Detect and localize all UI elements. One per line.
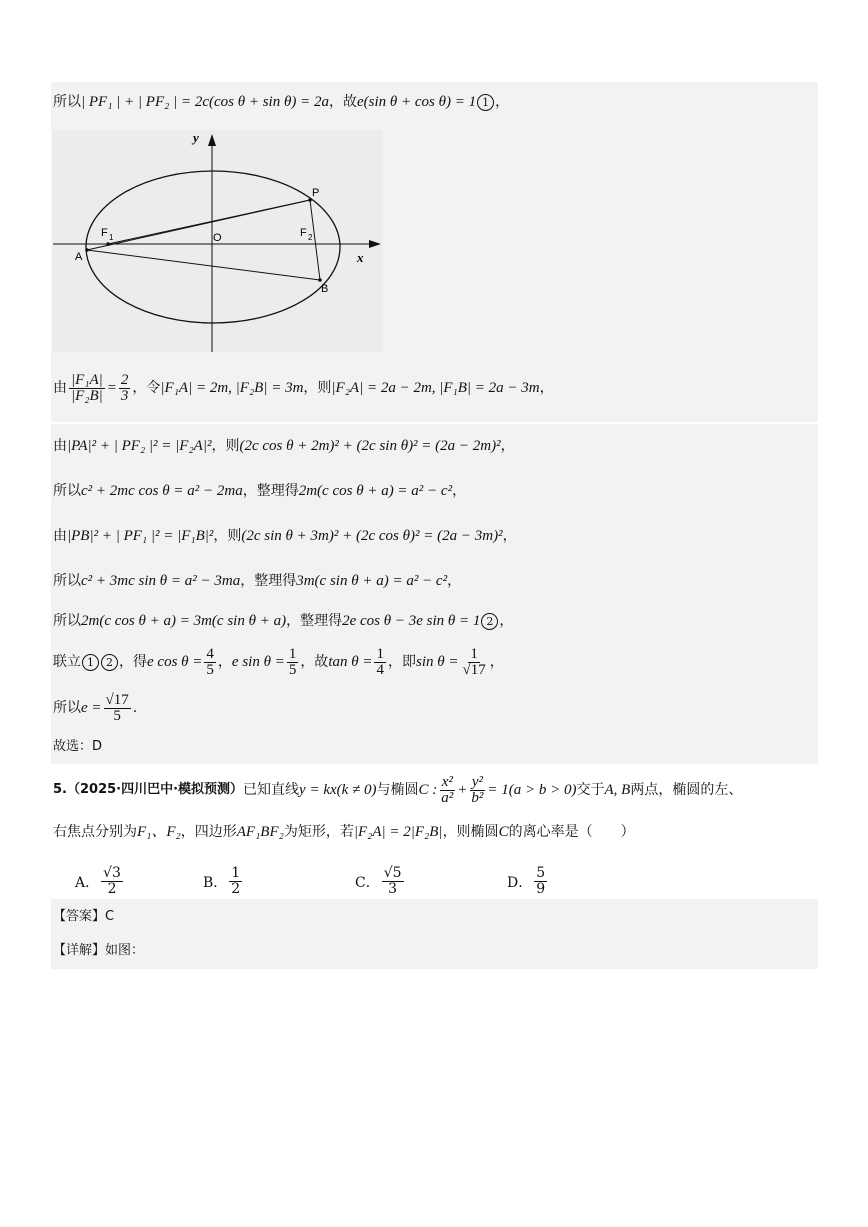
text: ，: [499, 613, 514, 629]
math: F₁、F₂: [137, 824, 181, 840]
text: 交于: [576, 782, 605, 798]
point-b-label: B: [321, 283, 329, 295]
x-axis-arrow-icon: [369, 240, 381, 248]
question-5-line-1: [53, 770, 742, 810]
origin-label: O: [213, 232, 222, 244]
solution-line-5: [53, 526, 517, 546]
text: ，四边形: [180, 824, 237, 840]
text: ，: [495, 94, 510, 110]
denominator: b²: [471, 789, 484, 806]
denominator: a²: [441, 789, 454, 806]
text: ，即: [387, 654, 416, 670]
numerator: 1: [376, 645, 384, 662]
fraction: [204, 647, 216, 678]
ellipse-curve: [86, 171, 340, 323]
math: e sin θ =: [231, 654, 285, 670]
text: ，得: [119, 654, 147, 670]
solution-line-1: [53, 92, 509, 112]
fraction: [101, 866, 123, 897]
text: ，: [447, 573, 462, 589]
math: c² + 3mc sin θ = a² − 3ma: [81, 573, 241, 589]
text: ，则椭圆: [442, 824, 499, 840]
text: ，: [489, 654, 504, 670]
detail-text: 如图：: [105, 943, 145, 958]
y-axis-label: y: [193, 130, 199, 145]
detail-line: [53, 941, 144, 961]
point-b: [318, 278, 322, 282]
solution-line-3: [53, 436, 515, 456]
numerator: x²: [441, 773, 453, 790]
numerator: √3: [103, 865, 121, 881]
text: 与椭圆: [376, 782, 419, 798]
fraction: [439, 775, 455, 806]
answer-label: 【答案】: [53, 909, 106, 924]
text: 为矩形，若: [283, 824, 354, 840]
math: =: [106, 380, 117, 396]
ellipse-diagram: [53, 130, 383, 352]
text: 所以: [53, 613, 81, 629]
text: 已知直线: [243, 782, 300, 798]
math: 3m(c sin θ + a) = a² − c²: [296, 573, 448, 589]
text: 所以: [53, 573, 81, 589]
solution-line-9: [53, 688, 137, 728]
math: C :: [418, 782, 438, 798]
solution-line-7: [53, 611, 513, 631]
fraction: [119, 373, 131, 404]
question-source: （2025·四川巴中·模拟预测）: [66, 782, 244, 797]
text: ，则: [303, 380, 332, 396]
text: 所以: [53, 483, 81, 499]
text: ，整理得: [240, 573, 297, 589]
fraction: [69, 373, 105, 404]
option-b[interactable]: [203, 866, 244, 897]
math: C: [498, 824, 509, 840]
solution-line-6: [53, 571, 461, 591]
denominator: 3: [388, 881, 398, 897]
math: |F₁A| = 2m, |F₂B| = 3m: [160, 380, 304, 396]
focus-f2-label: F: [300, 227, 307, 239]
shade-answer: [51, 899, 818, 969]
text: 由: [53, 438, 67, 454]
fraction: [382, 866, 404, 897]
math: A, B: [604, 782, 631, 798]
text: ，令: [132, 380, 161, 396]
text: 联立: [53, 654, 81, 670]
circled-number: 1: [477, 94, 494, 111]
denominator: 5: [113, 707, 121, 724]
math: sin θ =: [415, 654, 459, 670]
point-p-label: P: [312, 187, 320, 199]
text: 所以: [53, 94, 81, 110]
text: 右焦点分别为: [53, 824, 137, 840]
solution-line-2: [53, 370, 554, 406]
text: ，: [502, 528, 517, 544]
text: ，则: [211, 438, 240, 454]
math: 2e cos θ − 3e sin θ = 1: [342, 613, 481, 629]
denominator: 9: [536, 881, 546, 897]
math: (2c sin θ + 3m)² + (2c cos θ)² = (2a − 3m)²: [241, 528, 503, 544]
text: 由: [53, 528, 67, 544]
option-d[interactable]: [507, 866, 549, 897]
denominator: |F₂B|: [71, 387, 103, 404]
denominator: 5: [288, 661, 297, 678]
math: c² + 2mc cos θ = a² − 2ma: [81, 483, 243, 499]
solution-line-4: [53, 481, 466, 501]
numerator: 5: [536, 865, 546, 881]
option-c[interactable]: [355, 866, 406, 897]
denominator: 2: [231, 881, 241, 897]
circled-number: 2: [481, 613, 498, 630]
text: ，故: [300, 654, 329, 670]
fraction: [534, 866, 547, 897]
answer-value: C: [105, 909, 115, 924]
math: e cos θ =: [147, 654, 203, 670]
text: ，整理得: [286, 613, 343, 629]
text: 故选：D: [53, 739, 103, 754]
text: ，整理得: [242, 483, 299, 499]
math: |F₂A| = 2a − 2m, |F₁B| = 2a − 3m: [331, 380, 540, 396]
numerator: 2: [120, 371, 129, 388]
math: +: [457, 782, 468, 798]
text: .: [132, 700, 138, 716]
text: ，则: [213, 528, 242, 544]
denominator: √17: [462, 661, 486, 678]
text: 的离心率是（ ）: [508, 824, 635, 840]
segment-f1p: [108, 200, 310, 244]
math: y = kx(k ≠ 0): [299, 782, 377, 798]
numerator: 1: [231, 865, 241, 881]
math: e(sin θ + cos θ) = 1: [356, 94, 477, 110]
point-a-label: A: [75, 251, 83, 263]
text: ，: [500, 438, 515, 454]
text: ，: [217, 654, 232, 670]
math: |PB|² + | PF₁ |² = |F₁B|²: [67, 528, 214, 544]
segment-ab: [87, 250, 320, 280]
detail-label: 【详解】: [53, 943, 106, 958]
fraction: [229, 866, 242, 897]
numerator: |F₁A|: [71, 371, 103, 388]
numerator: 1: [470, 645, 478, 662]
fraction: [287, 647, 299, 678]
math: | PF₁ | + | PF₂ | = 2c(cos θ + sin θ) = 2a: [81, 94, 329, 110]
point-f1: [106, 242, 110, 246]
option-label: A．: [75, 874, 100, 891]
text: 由: [53, 380, 67, 396]
math: 2m(c cos θ + a) = 3m(c sin θ + a): [81, 613, 287, 629]
numerator: √5: [383, 865, 402, 881]
option-a[interactable]: [75, 866, 125, 897]
option-label: D．: [507, 874, 533, 891]
ellipse-figure: [53, 130, 383, 352]
focus-f2-subscript: 2: [308, 233, 313, 242]
question-number: 5.: [53, 782, 67, 797]
point-a: [85, 248, 89, 252]
question-5-line-2: [53, 822, 635, 842]
solution-final-choice: [53, 737, 102, 757]
denominator: 2: [107, 881, 117, 897]
denominator: 4: [376, 661, 384, 678]
math: (2c cos θ + 2m)² + (2c sin θ)² = (2a − 2m)²: [239, 438, 501, 454]
math: AF₁BF₂: [236, 824, 284, 840]
numerator: 1: [288, 645, 297, 662]
option-label: C．: [355, 874, 380, 891]
math: tan θ =: [328, 654, 373, 670]
denominator: 5: [206, 661, 214, 678]
focus-f1-label: F: [101, 227, 108, 239]
math: 2m(c cos θ + a) = a² − c²: [298, 483, 453, 499]
text: ，: [539, 380, 554, 396]
math: = 1(a > b > 0): [487, 782, 577, 798]
x-axis-label: x: [357, 250, 364, 265]
numerator: y²: [471, 773, 483, 790]
y-axis-arrow-icon: [208, 134, 216, 146]
fraction: [374, 647, 386, 678]
denominator: 3: [120, 387, 129, 404]
math: e =: [81, 700, 102, 716]
solution-line-8: [53, 643, 504, 681]
focus-f1-subscript: 1: [109, 233, 114, 242]
text: ，故: [328, 94, 357, 110]
numerator: 4: [206, 645, 214, 662]
circled-number: 1: [82, 654, 99, 671]
text: 两点，椭圆的左、: [630, 782, 743, 798]
option-label: B．: [203, 874, 228, 891]
math: |F₂A| = 2|F₂B|: [353, 824, 443, 840]
fraction: [460, 647, 487, 678]
numerator: √17: [105, 691, 129, 708]
answer-line: [53, 907, 114, 927]
text: ，: [452, 483, 467, 499]
shade-solution-bottom: [51, 424, 818, 764]
text: 所以: [53, 700, 81, 716]
fraction: [469, 775, 485, 806]
circled-number: 2: [101, 654, 118, 671]
fraction: [104, 693, 131, 724]
math: |PA|² + | PF₂ |² = |F₂A|²: [67, 438, 212, 454]
